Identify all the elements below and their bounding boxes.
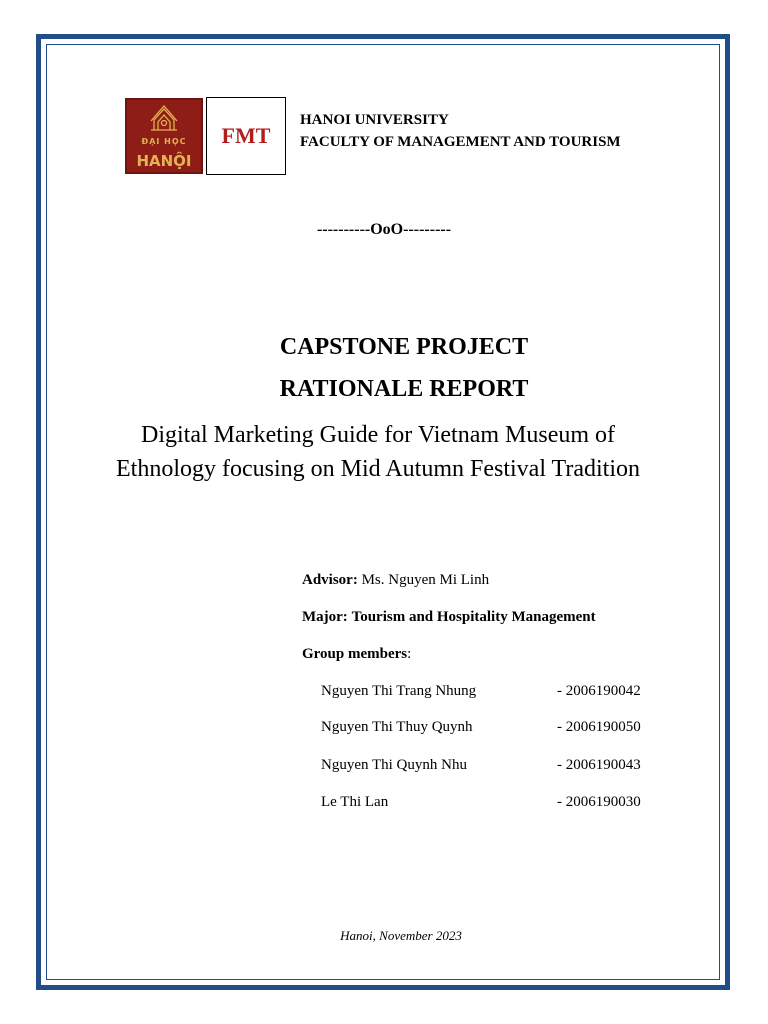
submission-date: Hanoi, November 2023 <box>340 928 462 943</box>
member-id: - 2006190030 <box>557 794 641 810</box>
university-name: HANOI UNIVERSITY <box>300 112 449 128</box>
member-name: Nguyen Thi Thuy Quynh <box>321 719 473 735</box>
page-border-inner <box>46 44 720 980</box>
decorative-separator: ----------OoO--------- <box>316 221 452 238</box>
hanoi-university-logo <box>125 98 203 174</box>
title-report: RATIONALE REPORT <box>279 376 529 402</box>
group-members-heading <box>302 645 411 663</box>
members-colon: : <box>407 646 412 662</box>
fmt-logo-text: FMT <box>221 123 271 148</box>
hanu-logo-bottom-text: HANỘI <box>136 152 192 170</box>
member-id: - 2006190050 <box>557 719 641 735</box>
member-id: - 2006190043 <box>557 757 641 773</box>
advisor-value: Ms. Nguyen Mi Linh <box>361 572 490 588</box>
major-value: Tourism and Hospitality Management <box>351 609 596 625</box>
fmt-logo <box>206 97 286 175</box>
major-line <box>302 608 596 626</box>
member-name: Nguyen Thi Quynh Nhu <box>321 757 467 773</box>
major-label: Major: <box>302 609 348 625</box>
faculty-name: FACULTY OF MANAGEMENT AND TOURISM <box>300 134 621 150</box>
title-capstone: CAPSTONE PROJECT <box>279 334 529 360</box>
member-id: - 2006190042 <box>557 683 641 699</box>
project-subtitle: Digital Marketing Guide for Vietnam Museum of Ethnology focusing on Mid Autumn Festival Tradition <box>115 422 641 482</box>
members-label: Group members <box>302 646 408 662</box>
hanu-logo-top-text: ĐẠI HỌC <box>141 137 187 146</box>
advisor-label: Advisor: <box>302 572 358 588</box>
advisor-line <box>302 571 489 589</box>
member-name: Nguyen Thi Trang Nhung <box>321 683 477 699</box>
member-name: Le Thi Lan <box>321 794 389 810</box>
